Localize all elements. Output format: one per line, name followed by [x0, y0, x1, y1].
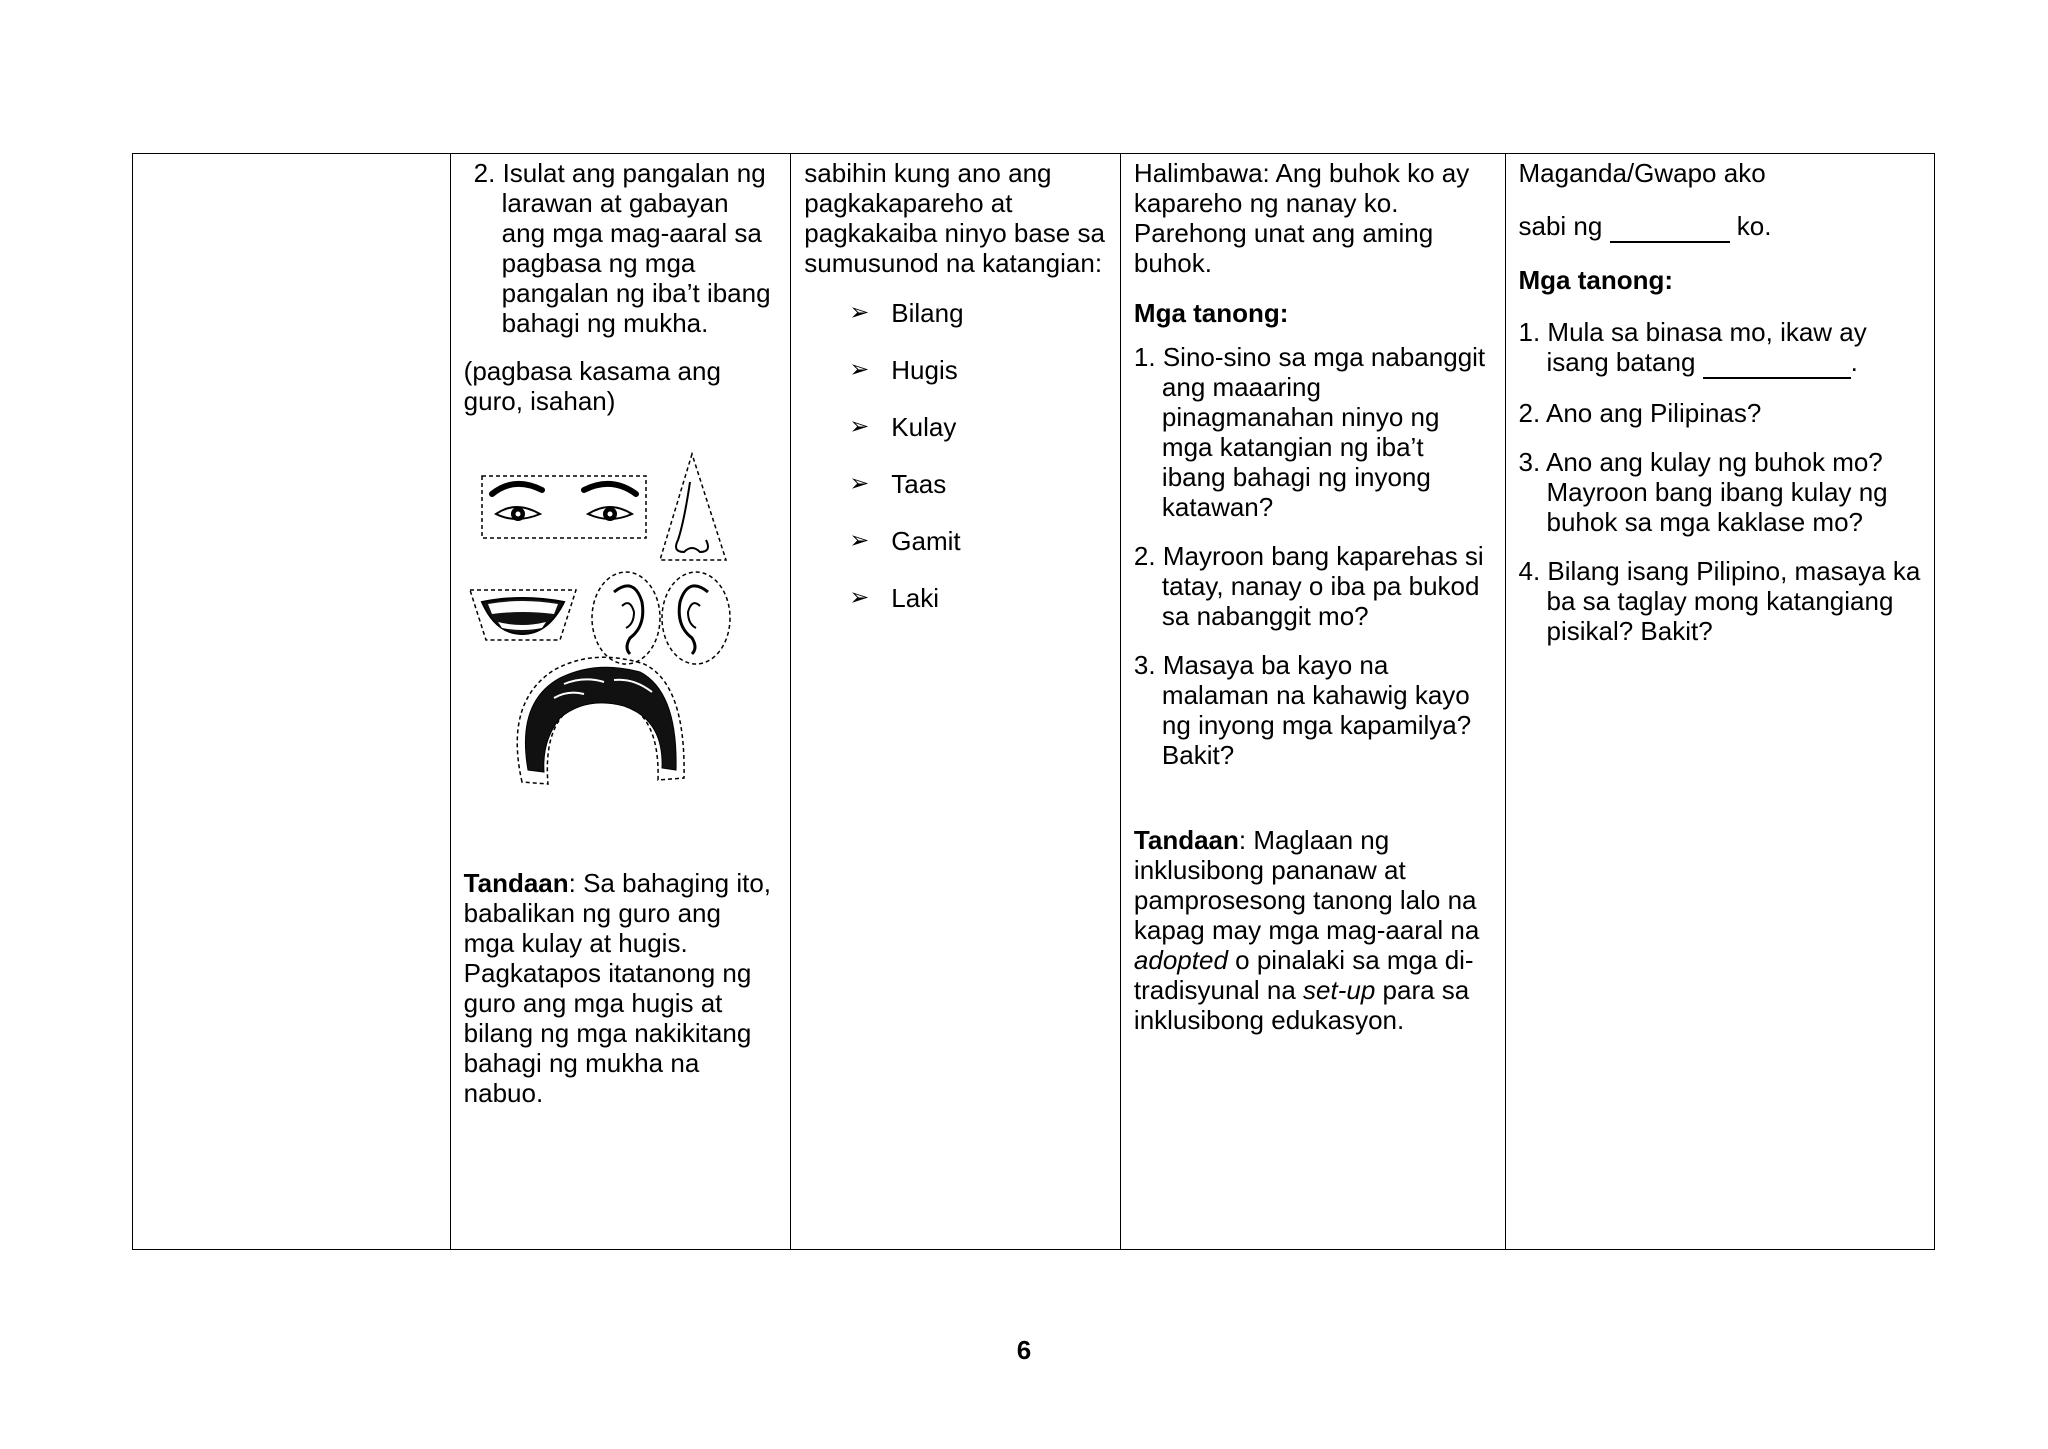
activity-tandaan-note	[464, 868, 779, 1108]
arrow-bullet-icon: ➢	[849, 413, 870, 440]
table-column-comparison	[791, 154, 1121, 1249]
reading-line-2: sabi ng ko.	[1518, 211, 1772, 241]
questions-tandaan-note: Tandaan: Maglaan ng inklusibong pananaw at pamprosesong tanong lalo na kapag may mga mag-aaral na adopted o pinalaki sa mga di-tradisyunal na set-up para sa inklusibong edukasyon.	[1133, 825, 1480, 1035]
table-column-reading	[1506, 154, 1935, 1249]
list-item: ➢ Taas	[849, 469, 947, 499]
questions-list	[1134, 342, 1493, 770]
activity-item-2: 2. Isulat ang pangalan ng larawan at gabayan ang mga mag-aaral sa pagbasa ng mga pangalan ng iba’t ibang bahagi ng mukha.	[473, 158, 771, 338]
arrow-bullet-icon: ➢	[849, 527, 870, 554]
face-parts-illustration	[464, 452, 754, 792]
eyes-cutout	[482, 476, 646, 538]
arrow-bullet-icon: ➢	[849, 299, 870, 326]
tandaan-label: Tandaan	[1133, 825, 1239, 855]
list-item: ➢ Hugis	[849, 355, 958, 385]
questions-list	[1519, 317, 1923, 646]
example-text: Halimbawa: Ang buhok ko ay kapareho ng nanay ko. Parehong unat ang aming buhok.	[1133, 158, 1470, 278]
mouth-cutout	[470, 590, 576, 640]
arrow-bullet-icon: ➢	[849, 356, 870, 383]
questions-heading: Mga tanong:	[1133, 298, 1289, 328]
tandaan-label: Tandaan	[463, 868, 569, 898]
list-item: 4. Bilang isang Pilipino, masaya ka ba sa taglay mong katangiang pisikal? Bakit?	[1518, 556, 1921, 646]
nose-cutout	[660, 454, 726, 560]
list-item: ➢ Gamit	[849, 526, 961, 556]
lesson-table	[132, 153, 1935, 1250]
fill-in-blank	[1610, 211, 1730, 243]
activity-note: (pagbasa kasama ang guro, isahan)	[463, 356, 721, 416]
list-item: ➢ Kulay	[849, 412, 957, 442]
ears-cutout	[592, 572, 730, 664]
list-item: 2. Ano ang Pilipinas?	[1518, 398, 1762, 428]
comparison-intro: sabihin kung ano ang pagkakapareho at pagkakaiba ninyo base sa sumusunod na katangian:	[804, 158, 1105, 278]
face-cutouts-image	[464, 452, 754, 792]
tandaan-text: : Sa bahaging ito, babalikan ng guro ang mga kulay at hugis. Pagkatapos itatanong ng guro ang mga hugis at bilang ng mga nakikitang bahagi ng mukha na nabuo.	[463, 868, 772, 1108]
arrow-bullet-icon: ➢	[849, 584, 870, 611]
arrow-bullet-icon: ➢	[849, 470, 870, 497]
list-item: 3. Ano ang kulay ng buhok mo? Mayroon bang ibang kulay ng buhok sa mga kaklase mo?	[1518, 447, 1888, 537]
table-column-empty	[133, 154, 451, 1249]
hair-cutout	[517, 657, 684, 784]
fill-in-blank	[1703, 347, 1851, 379]
list-item: ➢ Bilang	[849, 298, 964, 328]
list-item: 1. Mula sa binasa mo, ikaw ay isang batang .	[1518, 317, 1867, 377]
reading-line-1: Maganda/Gwapo ako	[1518, 158, 1766, 188]
list-item: 3. Masaya ba kayo na malaman na kahawig kayo ng inyong mga kapamilya? Bakit?	[1133, 650, 1472, 770]
list-item: 2. Mayroon bang kaparehas si tatay, nanay o iba pa bukod sa nabanggit mo?	[1133, 541, 1484, 631]
attribute-list	[804, 298, 1108, 613]
table-column-activity	[451, 154, 792, 1249]
questions-heading: Mga tanong:	[1518, 265, 1674, 295]
list-item: ➢ Laki	[849, 583, 939, 613]
page-number: 6	[1016, 1335, 1032, 1365]
list-item: 1. Sino-sino sa mga nabanggit ang maaaring pinagmanahan ninyo ng mga katangian ng iba’t ibang bahagi ng inyong katawan?	[1133, 342, 1486, 522]
table-column-questions	[1121, 154, 1506, 1249]
